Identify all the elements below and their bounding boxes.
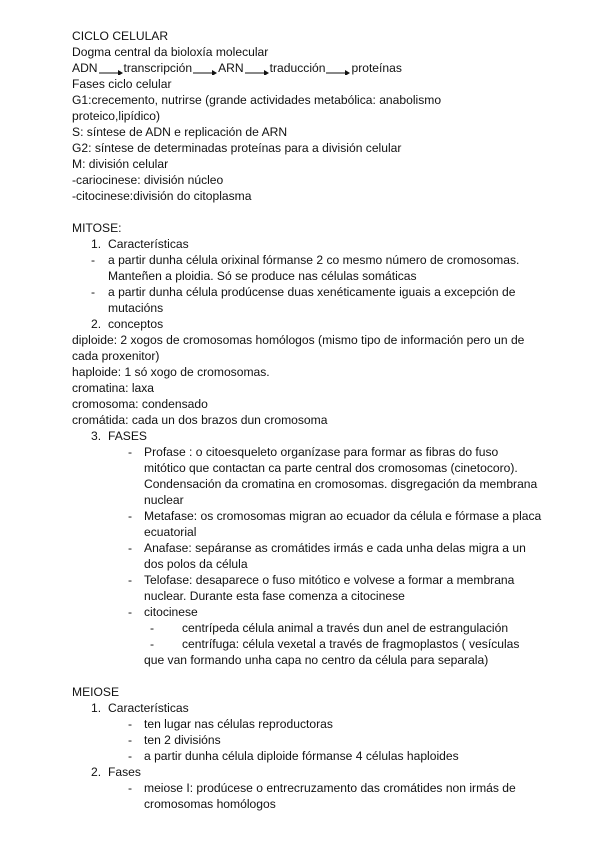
list-item: - ten lugar nas células reproductoras <box>128 717 333 731</box>
centrifuga-item: - centrífuga: célula vexetal a través de fragmoplastos ( vesículas que van formando unha capa no centro da célula para separala) <box>144 637 520 667</box>
flow-proteinas: proteínas <box>351 61 402 75</box>
citocinese-def: -citocinese:división do citoplasma <box>72 189 252 203</box>
g2-phase: G2: síntese de determinadas proteínas para a división celular <box>72 141 402 155</box>
document-page <box>72 28 542 812</box>
list-item: 3. FASES <box>91 429 147 443</box>
list-item: - a partir dunha célula diploide fórmanse 4 células haploides <box>128 749 459 763</box>
doc-title: CICLO CELULAR <box>72 29 169 43</box>
list-item: 1. Características <box>91 701 189 715</box>
m-phase: M: división celular <box>72 157 169 171</box>
cromatida-def: cromátida: cada un dos brazos dun cromosoma <box>72 413 328 427</box>
list-item: - meiose I: prodúcese o entrecruzamento das cromátides non irmás de cromosomas homólogos <box>128 781 516 811</box>
flow-arn: ARN <box>218 61 244 75</box>
g1-line-1: G1:crecemento, nutrirse (grande actividades metabólica: anabolismo <box>72 93 442 107</box>
anafase-item: - Anafase: sepáranse as cromátides irmás e cada unha delas migra a un dos polos da célula <box>128 541 526 571</box>
cariocinese: -cariocinese: división núcleo <box>72 173 224 187</box>
caracteristicas-heading: Características <box>108 237 189 251</box>
arrow-right-icon <box>326 65 350 75</box>
arrow-right-icon <box>245 65 269 75</box>
profase-item: - Profase : o citoesqueleto organízase para formar as fibras do fuso mitótico que contactan ca parte central dos cromosomas (cinetocoro). Condensación da cromatina en cromosomas. disgregación da membrana nuclear <box>128 445 538 507</box>
centripeda-item: - centrípeda célula animal a través dun anel de estrangulación <box>150 621 509 635</box>
dogma-heading: Dogma central da bioloxía molecular <box>72 45 269 59</box>
meiose-caracteristicas-heading: Características <box>108 701 189 715</box>
telofase-item: - Telofase: desaparece o fuso mitótico e volvese a formar a membrana nuclear. Durante esta fase comenza a citocinese <box>128 573 515 603</box>
cromosoma-def: cromosoma: condensado <box>72 397 208 411</box>
fases-heading: Fases ciclo celular <box>72 77 172 91</box>
arrow-right-icon <box>193 65 217 75</box>
list-item: - a partir dunha célula orixinal fórmanse 2 co mesmo número de cromosomas. Manteñen a ploidia. Só se produce nas células somáticas <box>91 253 520 283</box>
fases-mitose-heading: FASES <box>108 429 147 443</box>
meiose-heading: MEIOSE <box>72 685 120 699</box>
list-item: 1. Características <box>91 237 189 251</box>
arrow-right-icon <box>99 65 123 75</box>
cromatina-def: cromatina: laxa <box>72 381 155 395</box>
dogma-flow <box>72 60 542 76</box>
meiose-fases-heading: Fases <box>108 765 141 779</box>
list-item: 2. conceptos <box>91 317 164 331</box>
citocinese-item: - citocinese <box>128 605 198 619</box>
conceptos-heading: conceptos <box>108 317 164 331</box>
flow-traduccion: traducción <box>269 61 326 75</box>
diploide-def: diploide: 2 xogos de cromosomas homólogos (mismo tipo de información pero un de cada proxenitor) <box>72 333 525 363</box>
metafase-item: - Metafase: os cromosomas migran ao ecuador da célula e fórmase a placa ecuatorial <box>128 509 542 539</box>
list-item: - ten 2 divisións <box>128 733 221 747</box>
flow-transcripcion: transcripción <box>123 61 193 75</box>
list-item: - a partir dunha célula prodúcense duas xenéticamente iguais a excepción de mutacións <box>91 285 516 315</box>
flow-adn: ADN <box>72 61 98 75</box>
haploide-def: haploide: 1 só xogo de cromosomas. <box>72 365 270 379</box>
g1-line-2: proteico,lipídico) <box>72 109 161 123</box>
list-item: 2. Fases <box>91 765 141 779</box>
mitose-heading: MITOSE: <box>72 221 122 235</box>
s-phase: S: síntese de ADN e replicación de ARN <box>72 125 288 139</box>
